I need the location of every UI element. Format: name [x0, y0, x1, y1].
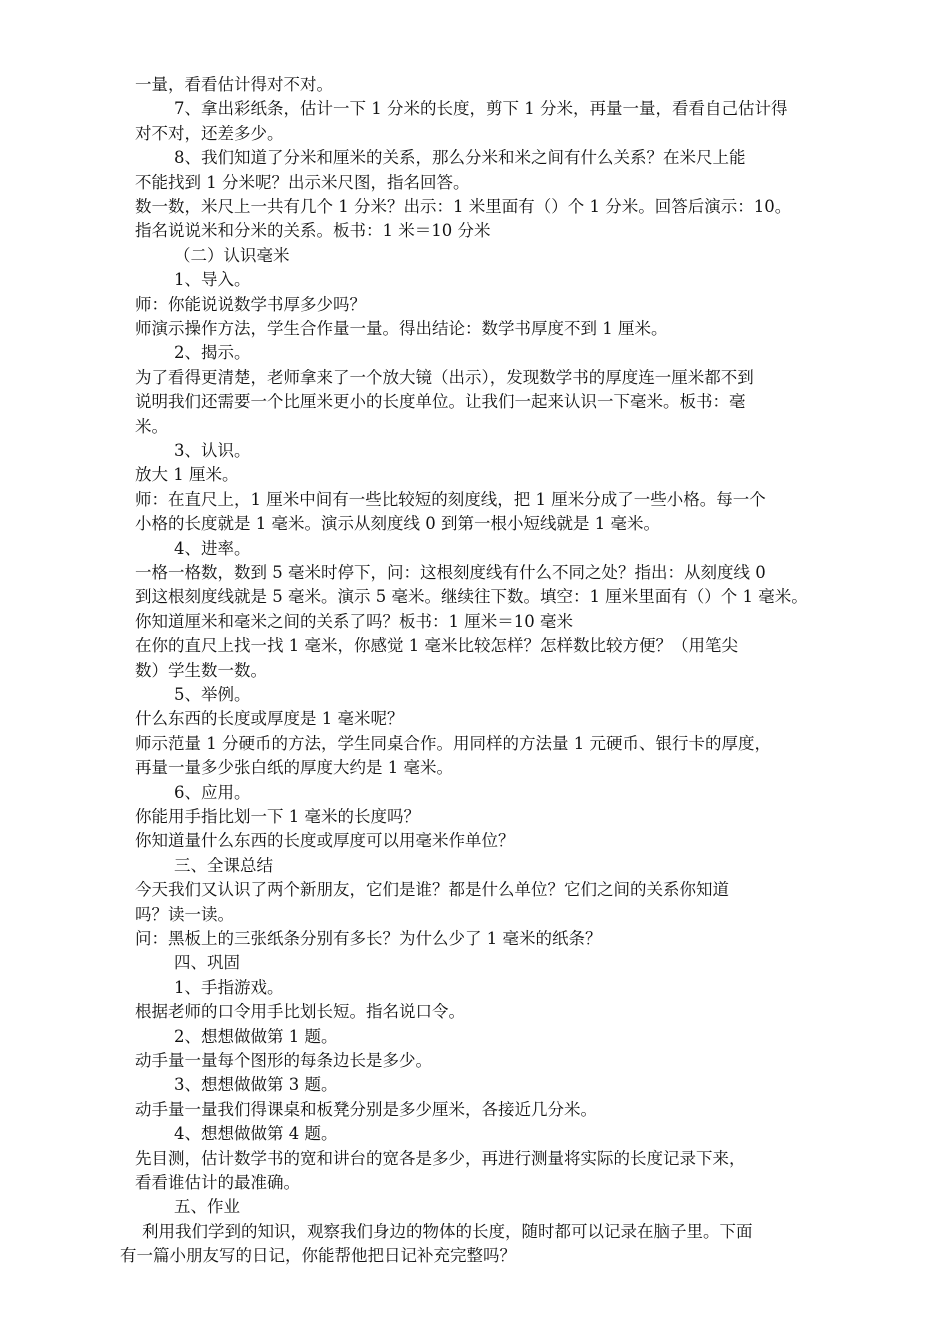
text-line: 一量，看看估计得对不对。 [135, 75, 333, 94]
text-line: （二）认识毫米 [174, 245, 290, 265]
text-line: 什么东西的长度或厚度是 1 毫米呢？ [135, 709, 404, 729]
text-line: 2、想想做做第 1 题。 [174, 1026, 338, 1046]
text-line: 今天我们又认识了两个新朋友，它们是谁？都是什么单位？它们之间的关系你知道 [135, 880, 729, 900]
text-line: 看看谁估计的最准确。 [135, 1173, 300, 1192]
text-line: 师：在直尺上，1 厘米中间有一些比较短的刻度线，把 1 厘米分成了一些小格。每一个 [135, 489, 766, 509]
text-line: 再量一量多少张白纸的厚度大约是 1 毫米。 [135, 758, 453, 778]
text-line: 先目测，估计数学书的宽和讲台的宽各是多少，再进行测量将实际的长度记录下来， [135, 1148, 746, 1168]
text-line: 8、我们知道了分米和厘米的关系，那么分米和米之间有什么关系？在米尺上能 [174, 148, 746, 168]
text-line: 2、揭示。 [174, 343, 251, 363]
text-line: 你知道厘米和毫米之间的关系了吗？板书：1 厘米＝10 毫米 [135, 611, 573, 631]
text-line: 四、巩固 [174, 953, 240, 973]
text-line: 一格一格数，数到 5 毫米时停下，问：这根刻度线有什么不同之处？指出：从刻度线 0 [135, 563, 766, 582]
text-line: 你知道量什么东西的长度或厚度可以用毫米作单位？ [135, 831, 515, 851]
text-line: 三、全课总结 [174, 855, 273, 875]
text-line: 到这根刻度线就是 5 毫米。演示 5 毫米。继续往下数。填空：1 厘米里面有（）个 1 毫米。 [135, 587, 808, 607]
text-line: 指名说说米和分米的关系。板书：1 米＝10 分米 [135, 221, 491, 241]
text-line: 1、手指游戏。 [174, 977, 284, 997]
text-line: 5、举例。 [174, 685, 251, 704]
text-line: 1、导入。 [174, 270, 251, 290]
text-line: 你能用手指比划一下 1 毫米的长度吗？ [135, 807, 420, 826]
text-line: 利用我们学到的知识，观察我们身边的物体的长度，随时都可以记录在脑子里。下面 [142, 1221, 753, 1241]
text-line: 数）学生数一数。 [135, 660, 267, 680]
text-line: 米。 [135, 416, 168, 436]
text-line: 6、应用。 [174, 782, 251, 802]
text-line: 在你的直尺上找一找 1 毫米，你感觉 1 毫米比较怎样？怎样数比较方便？（用笔尖 [135, 636, 738, 656]
text-line: 放大 1 厘米。 [135, 465, 239, 485]
text-line: 动手量一量每个图形的每条边长是多少。 [135, 1051, 432, 1070]
text-line: 有一篇小朋友写的日记，你能帮他把日记补充完整吗？ [120, 1246, 516, 1266]
text-line: 五、作业 [174, 1197, 240, 1217]
text-line: 为了看得更清楚，老师拿来了一个放大镜（出示），发现数学书的厚度连一厘米都不到 [135, 367, 754, 387]
text-line: 小格的长度就是 1 毫米。演示从刻度线 0 到第一根小短线就是 1 毫米。 [135, 514, 660, 534]
text-line: 4、想想做做第 4 题。 [174, 1124, 338, 1144]
text-line: 师：你能说说数学书厚多少吗？ [135, 294, 366, 314]
text-line: 吗？读一读。 [135, 904, 234, 924]
text-line: 师示范量 1 分硬币的方法，学生同桌合作。用同样的方法量 1 元硬币、银行卡的厚度， [135, 733, 771, 753]
text-line: 4、进率。 [174, 538, 251, 558]
text-line: 动手量一量我们得课桌和板凳分别是多少厘米，各接近几分米。 [135, 1099, 597, 1119]
text-line: 不能找到 1 分米呢？出示米尺图，指名回答。 [135, 172, 470, 192]
text-line: 7、拿出彩纸条，估计一下 1 分米的长度，剪下 1 分米，再量一量，看看自己估计得 [174, 99, 788, 119]
text-line: 数一数，米尺上一共有几个 1 分米？出示：1 米里面有（）个 1 分米。回答后演示：10。 [135, 197, 792, 216]
text-line: 3、想想做做第 3 题。 [174, 1075, 338, 1095]
text-line: 说明我们还需要一个比厘米更小的长度单位。让我们一起来认识一下毫米。板书：毫 [135, 392, 746, 412]
text-line: 根据老师的口令用手比划长短。指名说口令。 [135, 1002, 465, 1022]
text-line: 问：黑板上的三张纸条分别有多长？为什么少了 1 毫米的纸条？ [135, 929, 602, 948]
text-line: 对不对，还差多少。 [135, 123, 284, 143]
text-line: 师演示操作方法，学生合作量一量。得出结论：数学书厚度不到 1 厘米。 [135, 319, 668, 338]
text-line: 3、认识。 [174, 441, 251, 460]
